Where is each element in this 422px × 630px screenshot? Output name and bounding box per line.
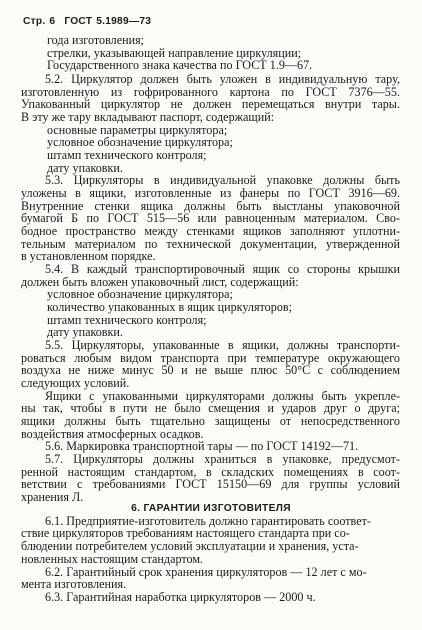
body-line: следующих условий. (21, 376, 130, 390)
body-line: 6.2. Гарантийный срок хранения циркуляторов — 12 лет с мо- (45, 565, 367, 579)
body-line: изготовленную из гофрированного картона по ГОСТ 7376—55. (21, 85, 400, 99)
body-line: бумагой Б по ГОСТ 515—56 или равноценным материалом. Сво- (21, 211, 400, 225)
body-line: В эту же тару вкладывают паспорт, содержащий: (21, 110, 275, 124)
section-title: 6. ГАРАНТИИ ИЗГОТОВИТЕЛЯ (131, 503, 291, 514)
body-line: 5.5. Циркуляторы, упакованные в ящики, должны транспорти- (45, 338, 400, 352)
body-line: блюдении потребителем условий эксплуатации и хранения, уста- (21, 539, 359, 553)
body-line: условное обозначение циркулятора; (47, 287, 233, 301)
body-line: в установленном порядке. (21, 249, 156, 263)
page-header (23, 16, 151, 28)
body-line: ны так, чтобы в пути не было смещения и ударов друг о друга; (21, 401, 400, 415)
body-line: ящики должны быть тщательно защищены от непосредственного (21, 414, 400, 428)
body-line: воздуха не ниже минус 50 и не выше плюс 50°С с соблюдением (21, 363, 400, 377)
body-line: 5.2. Циркулятор должен быть уложен в индивидуальную тару, (45, 72, 400, 86)
page-number: 6 (49, 16, 56, 27)
body-line: основные параметры циркулятора; (47, 123, 228, 137)
body-line: ветствии с требованиями ГОСТ 15150—69 для группы условий (21, 477, 400, 491)
body-line: дату упаковки. (47, 161, 123, 175)
body-line: штамп технического контроля; (47, 313, 207, 327)
body-line: дату упаковки. (47, 325, 123, 339)
body-line: Ящики с упакованными циркуляторами должны быть укрепле- (45, 389, 400, 403)
body-line: 6.1. Предприятие-изготовитель должно гарантировать соответ- (45, 514, 371, 528)
body-line: условное обозначение циркулятора; (47, 135, 233, 149)
body-line: бодное пространство между стенками ящиков заполняют уплотни- (21, 224, 400, 238)
body-line: уложены в ящики, изготовленные из фанеры по ГОСТ 3916—69. (21, 186, 400, 200)
page-label: Стр. (23, 16, 46, 27)
body-line: Государственного знака качества по ГОСТ 1.9—67. (47, 58, 313, 72)
body-line: 5.7. Циркуляторы должны храниться в упаковке, предусмот- (45, 452, 400, 466)
body-line: 5.3. Циркуляторы в индивидуальной упаковке должны быть (45, 173, 400, 187)
body-line: новленных настоящим стандартом. (21, 552, 204, 566)
body-line: 5.4. В каждый транспортировочный ящик со стороны крышки (45, 262, 400, 276)
body-line: 5.6. Маркировка транспортной тары — по ГОСТ 14192—71. (45, 439, 359, 453)
body-line: Внутренние стенки ящика должны быть выстланы упаковочной (21, 199, 400, 213)
body-line: тельным материалом по технической документации, утвержденной (21, 237, 400, 251)
body-line: хранения Л. (21, 490, 84, 504)
body-line: воздействия атмосферных осадков. (21, 427, 204, 441)
body-line: Упакованный циркулятор не должен перемещаться внутри тары. (21, 97, 400, 111)
standard-label: ГОСТ (64, 16, 93, 27)
standard-code: 5.1989—73 (96, 16, 152, 27)
body-line: ренной настоящим стандартом, в складских помещениях в соот- (21, 465, 400, 479)
body-line: ствие циркуляторов требованиям настоящего стандарта при со- (21, 526, 350, 540)
body-line: года изготовления; (47, 33, 145, 47)
body-line: штамп технического контроля; (47, 148, 207, 162)
body-line: 6.3. Гарантийная наработка циркуляторов — 2000 ч. (45, 590, 316, 604)
body-line: количество упакованных в ящик циркуляторов; (47, 300, 292, 314)
body-line: мента изготовления. (21, 577, 127, 591)
body-line: должен быть вложен упаковочный лист, содержащий: (21, 275, 299, 289)
body-line: роваться любым видом транспорта при температуре окружающего (21, 351, 400, 365)
body-line: стрелки, указывающей направление циркуляции; (47, 46, 302, 60)
